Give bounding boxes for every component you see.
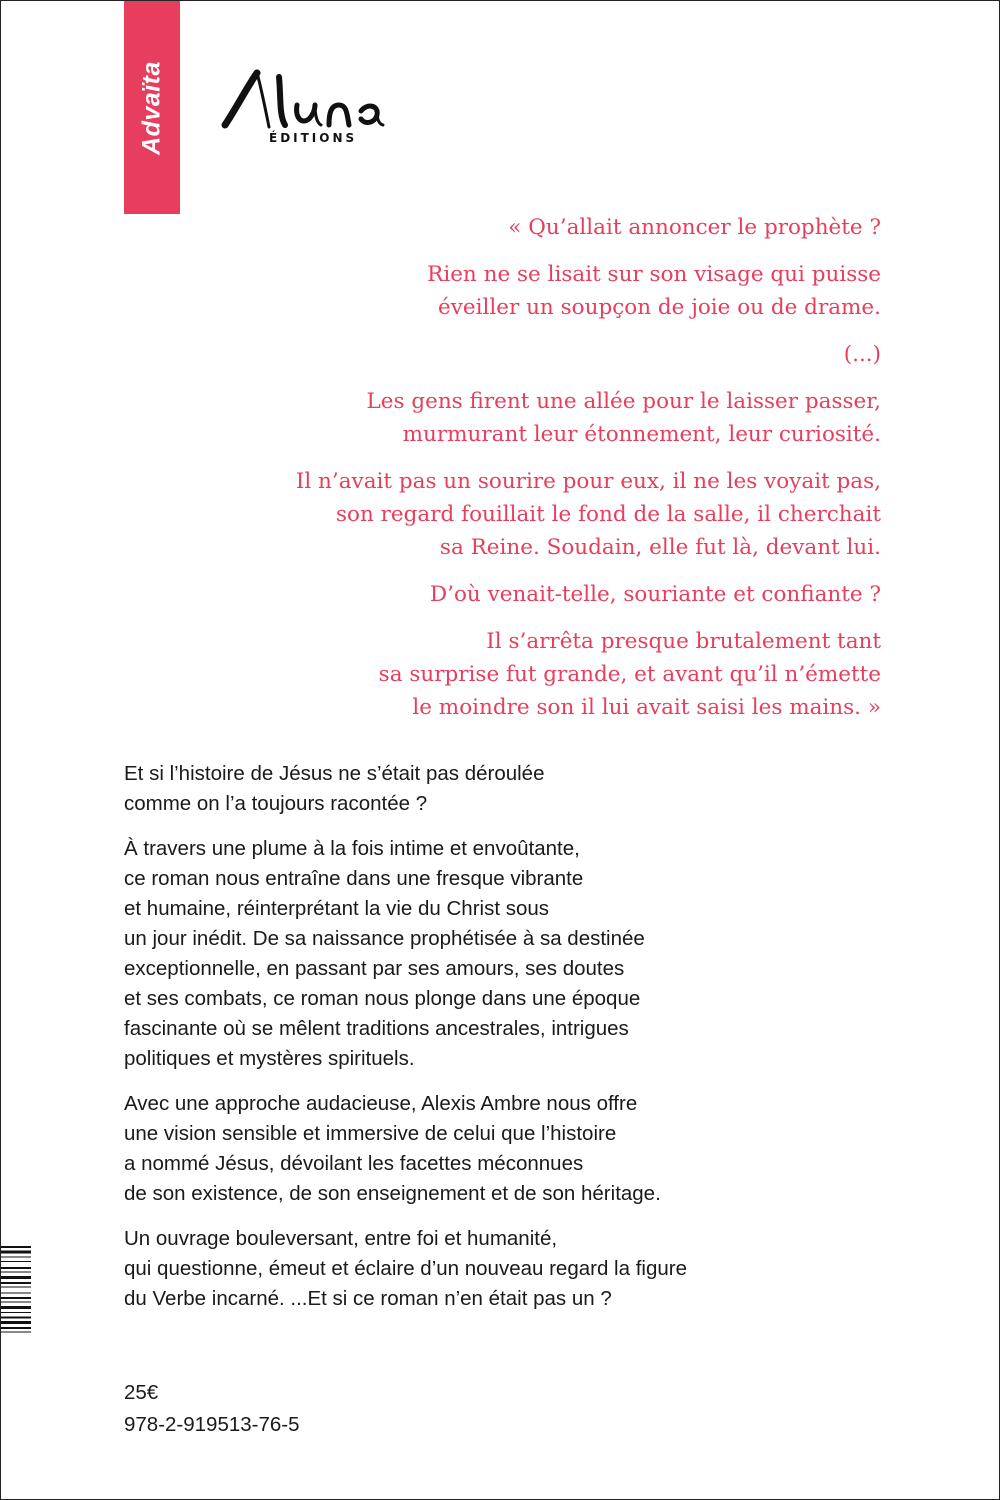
summary-paragraph-line: exceptionnelle, en passant par ses amours, ses doutes	[124, 957, 625, 980]
barcode-bar	[1, 1327, 31, 1329]
summary-paragraph-line: comme on l’a toujours racontée ?	[124, 792, 428, 815]
barcode-bar	[1, 1293, 31, 1294]
summary-paragraph-line: du Verbe incarné. ...Et si ce roman n’en était pas un ?	[124, 1287, 612, 1310]
publisher-logo	[219, 67, 389, 157]
quote-paragraph-line: Il n’avait pas un sourire pour eux, il ne les voyait pas,	[295, 469, 881, 494]
summary-paragraph-line: Un ouvrage bouleversant, entre foi et humanité,	[124, 1227, 558, 1250]
summary-paragraph	[124, 834, 844, 1074]
series-band	[124, 1, 180, 214]
barcode-bar	[1, 1321, 31, 1324]
summary-paragraph-line: de son existence, de son enseignement et de son héritage.	[124, 1182, 661, 1205]
quote-paragraph-line: (...)	[843, 342, 881, 367]
quote-paragraph-line: D’où venait-telle, souriante et confiante ?	[429, 582, 881, 607]
barcode-bar	[1, 1276, 31, 1279]
price: 25€	[124, 1381, 159, 1404]
series-label: Advaïta	[137, 60, 166, 155]
barcode-bar	[1, 1257, 31, 1258]
summary-paragraph-line: Et si l’histoire de Jésus ne s’était pas déroulée	[124, 762, 545, 785]
excerpt-quote	[241, 211, 881, 738]
book-summary	[124, 759, 844, 1329]
summary-paragraph-line: et humaine, réinterprétant la vie du Christ sous	[124, 897, 550, 920]
barcode-bar	[1, 1261, 31, 1262]
quote-paragraph	[241, 625, 881, 724]
barcode-bar	[1, 1272, 31, 1273]
barcode-bar	[1, 1267, 31, 1269]
barcode-bar	[1, 1251, 31, 1254]
summary-paragraph-line: fascinante où se mêlent traditions ancestrales, intrigues	[124, 1017, 629, 1040]
summary-paragraph-line: a nommé Jésus, dévoilant les facettes méconnues	[124, 1152, 584, 1175]
quote-paragraph-line: son regard fouillait le fond de la salle, il cherchait	[336, 502, 881, 527]
barcode-bar	[1, 1317, 31, 1319]
summary-paragraph-line: ce roman nous entraîne dans une fresque vibrante	[124, 867, 584, 890]
barcode-bar	[1, 1297, 31, 1299]
barcode-bar	[1, 1287, 31, 1288]
quote-paragraph	[241, 258, 881, 324]
summary-paragraph	[124, 759, 844, 819]
summary-paragraph-line: À travers une plume à la fois intime et envoûtante,	[124, 837, 580, 860]
aluna-logo	[219, 67, 389, 137]
barcode-bar	[1, 1332, 31, 1333]
quote-paragraph	[241, 211, 881, 244]
barcode-bar	[1, 1302, 31, 1303]
quote-paragraph	[241, 338, 881, 371]
summary-paragraph-line: Avec une approche audacieuse, Alexis Ambre nous offre	[124, 1092, 638, 1115]
summary-paragraph-line: et ses combats, ce roman nous plonge dans une époque	[124, 987, 641, 1010]
quote-paragraph	[241, 465, 881, 564]
quote-paragraph-line: sa Reine. Soudain, elle fut là, devant lui.	[439, 535, 881, 560]
quote-paragraph-line: « Qu’allait annoncer le prophète ?	[508, 215, 881, 240]
barcode-bar	[1, 1312, 31, 1313]
summary-paragraph-line: un jour inédit. De sa naissance prophétisée à sa destinée	[124, 927, 645, 950]
publisher-subtitle: ÉDITIONS	[269, 131, 358, 145]
quote-paragraph-line: Rien ne se lisait sur son visage qui puisse	[427, 262, 881, 287]
barcode-icon	[1, 1246, 31, 1371]
summary-paragraph	[124, 1089, 844, 1209]
quote-paragraph-line: Il s’arrêta presque brutalement tant	[486, 629, 881, 654]
summary-paragraph-line: politiques et mystères spirituels.	[124, 1047, 415, 1070]
quote-paragraph	[241, 385, 881, 451]
summary-paragraph	[124, 1224, 844, 1314]
quote-paragraph-line: éveiller un soupçon de joie ou de drame.	[438, 295, 881, 320]
quote-paragraph-line: Les gens firent une allée pour le laisser passer,	[366, 389, 881, 414]
barcode-bar	[1, 1306, 31, 1309]
quote-paragraph	[241, 578, 881, 611]
quote-paragraph-line: le moindre son il lui avait saisi les mains. »	[412, 695, 881, 720]
barcode-bar	[1, 1246, 31, 1248]
barcode-bar	[1, 1282, 31, 1284]
quote-paragraph-line: murmurant leur étonnement, leur curiosité.	[402, 422, 881, 447]
summary-paragraph-line: qui questionne, émeut et éclaire d’un nouveau regard la figure	[124, 1257, 687, 1280]
summary-paragraph-line: une vision sensible et immersive de celui que l’histoire	[124, 1122, 617, 1145]
quote-paragraph-line: sa surprise fut grande, et avant qu’il n’émette	[378, 662, 881, 687]
isbn: 978-2-919513-76-5	[124, 1413, 300, 1436]
